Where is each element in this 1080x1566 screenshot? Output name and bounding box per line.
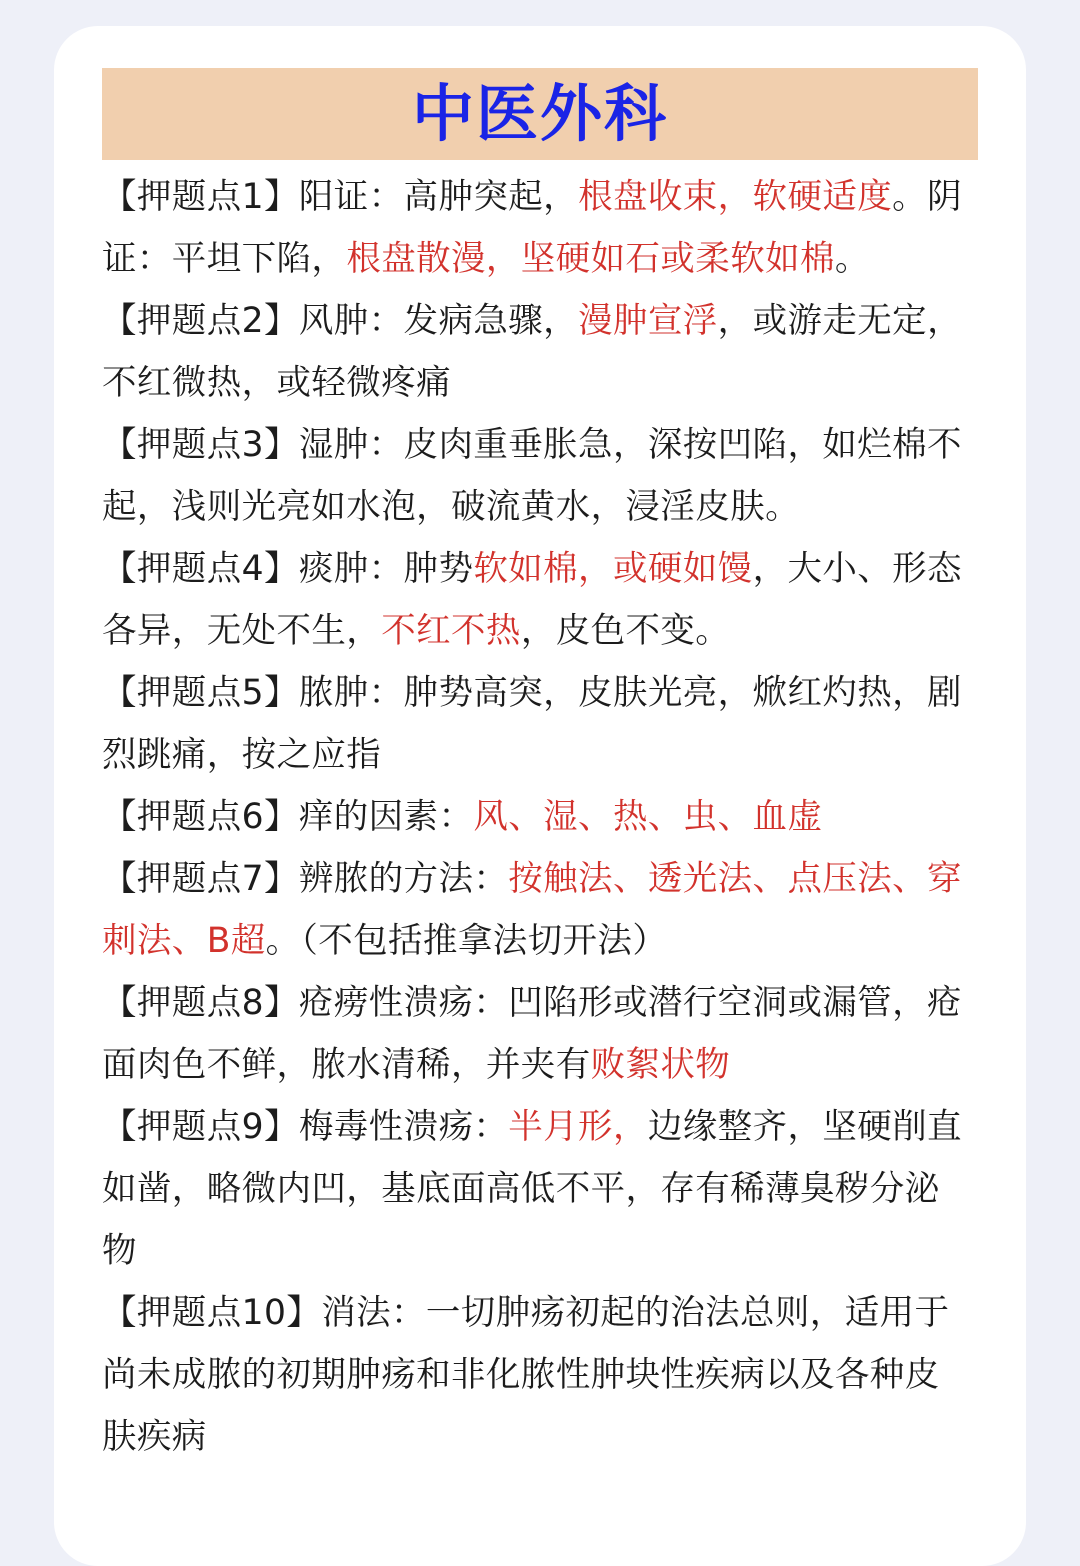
point-text: 【押题点4】痰肿：肿势 (102, 549, 474, 589)
key-point-7 (102, 848, 968, 972)
point-text: 【押题点3】湿肿：皮肉重垂胀急，深按凹陷，如烂棉不起，浅则光亮如水泡，破流黄水，浸淫皮肤。 (102, 425, 962, 527)
page-title: 中医外科 (411, 77, 668, 150)
key-point-3 (102, 414, 968, 538)
key-point-6 (102, 786, 968, 848)
key-point-10 (102, 1282, 968, 1468)
highlighted-text: 漫肿宣浮 (578, 301, 718, 341)
title-banner (102, 68, 978, 160)
key-point-2 (102, 290, 968, 414)
key-point-4 (102, 538, 968, 662)
highlighted-text: 根盘散漫，坚硬如石或柔软如棉 (346, 239, 835, 279)
point-text: ，或游走无定，不红微热，或轻微疼痛 (102, 301, 962, 403)
point-text: 【押题点9】梅毒性溃疡： (102, 1107, 509, 1147)
point-text: 【押题点5】脓肿：肿势高突，皮肤光亮，焮红灼热，剧烈跳痛，按之应指 (102, 673, 962, 775)
key-point-5 (102, 662, 968, 786)
point-text: 边缘整齐，坚硬削直如凿，略微内凹，基底面高低不平，存有稀薄臭秽分泌物 (102, 1107, 962, 1271)
point-text: 【押题点7】辨脓的方法： (102, 859, 509, 899)
key-points-list (102, 166, 968, 1468)
highlighted-text: 败絮状物 (590, 1045, 731, 1085)
point-text: 【押题点10】消法：一切肿疡初起的治法总则，适用于尚未成脓的初期肿疡和非化脓性肿块性疾病以及各种皮肤疾病 (102, 1293, 950, 1457)
point-text: 【押题点2】风肿：发病急骤， (102, 301, 579, 341)
highlighted-text: 不红不热 (381, 611, 521, 651)
point-text: ，大小、形态各异，无处不生， (102, 549, 962, 651)
highlighted-text: 半月形， (508, 1107, 648, 1147)
point-text: 。 (834, 239, 870, 279)
point-text: 【押题点6】痒的因素： (102, 797, 474, 837)
highlighted-text: 软如棉，或硬如馒 (473, 549, 753, 589)
point-text: 。（不包括推拿法切开法） (265, 921, 668, 961)
point-text: ，皮色不变。 (520, 611, 731, 651)
key-point-1 (102, 166, 968, 290)
key-point-9 (102, 1096, 968, 1282)
point-text: 。阴证：平坦下陷， (102, 177, 962, 279)
highlighted-text: 风、湿、热、虫、血虚 (473, 797, 823, 837)
point-text: 【押题点8】疮痨性溃疡：凹陷形或潜行空洞或漏管，疮面肉色不鲜，脓水清稀，并夹有 (102, 983, 962, 1085)
key-point-8 (102, 972, 968, 1096)
point-text: 【押题点1】阳证：高肿突起， (102, 177, 579, 217)
highlighted-text: 根盘收束，软硬适度 (578, 177, 893, 217)
highlighted-text: 按触法、透光法、点压法、穿刺法、B超 (102, 859, 962, 961)
